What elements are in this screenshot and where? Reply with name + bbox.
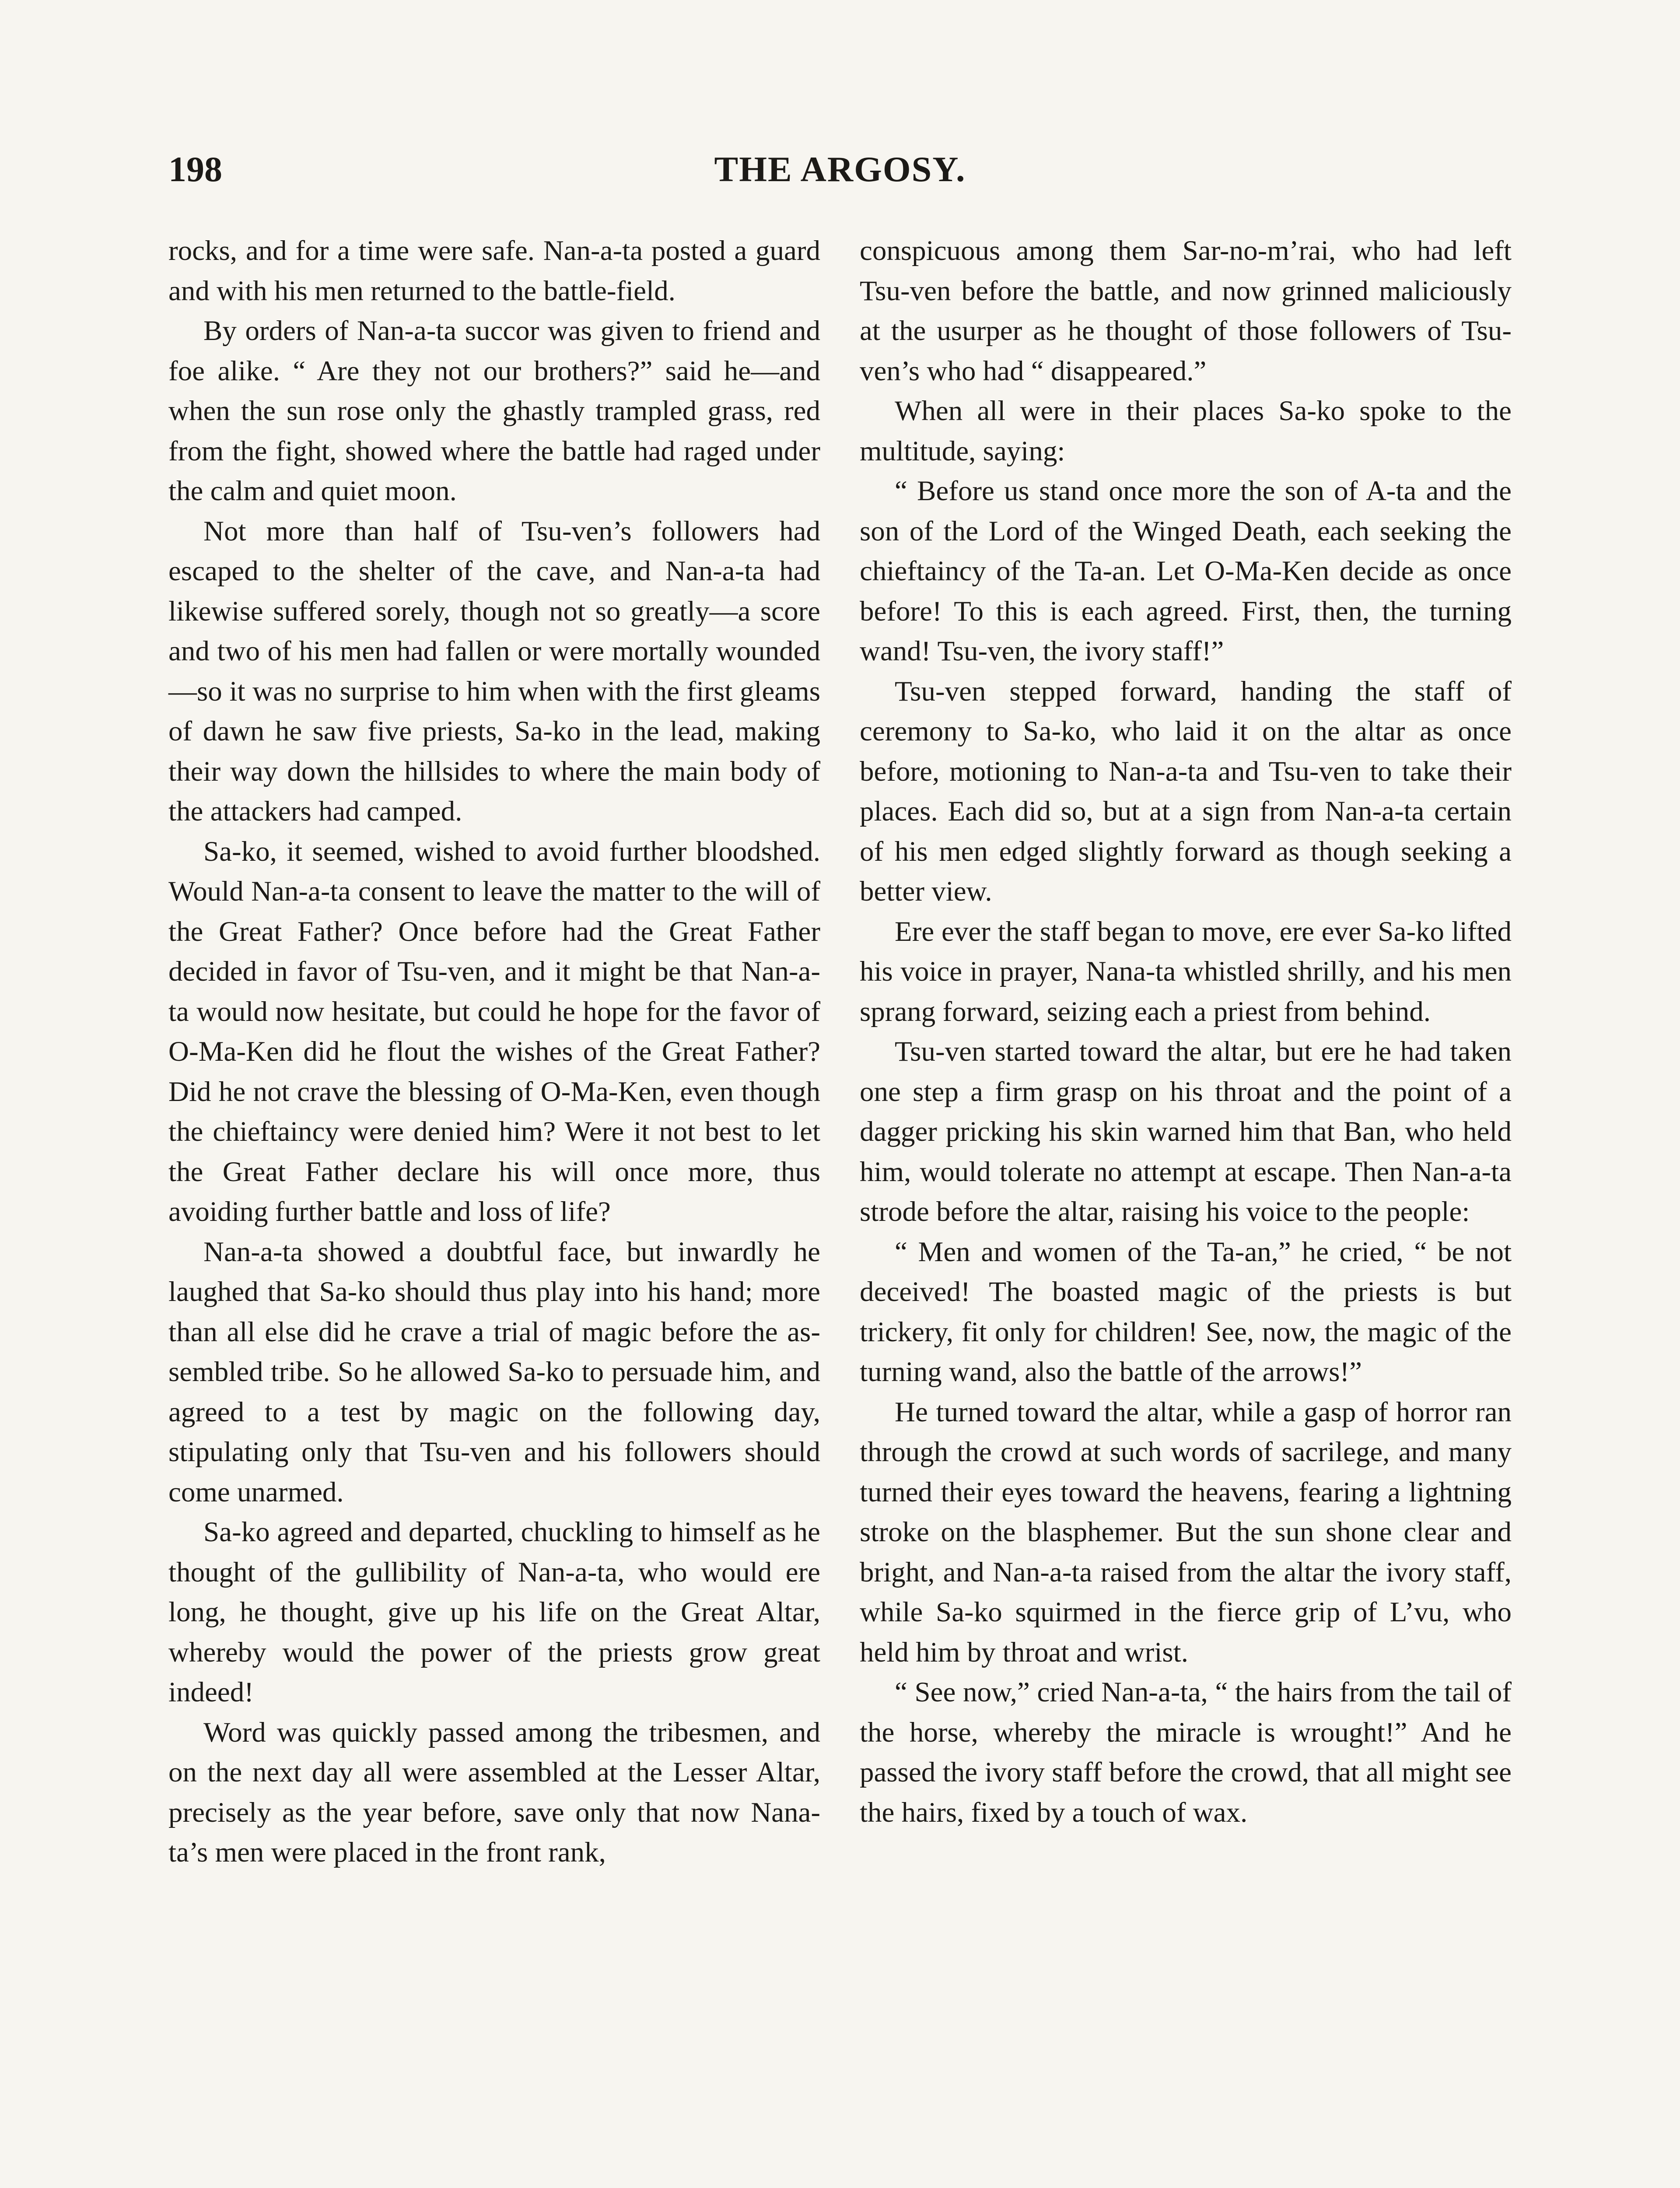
page-header	[168, 149, 1512, 201]
paragraph: By orders of Nan-a-ta succor was given to friend and foe alike. “ Are they not our brothers?” said he—and when the sun rose only the ghastly trampled grass, red from the fight, showed where the battle had raged under the calm and quiet moon.	[168, 315, 820, 507]
paragraph: rocks, and for a time were safe. Nan-a-ta posted a guard and with his men returned to the battle-field.	[168, 235, 820, 307]
paragraph: Not more than half of Tsu-ven’s followers had escaped to the shelter of the cave, and Nan-a-ta had likewise suffered sorely, though not so greatly—a score and two of his men had fallen or were mortally wounded—so it was no surprise to him when with the first gleams of dawn he saw five priests, Sa-ko in the lead, making their way down the hillsides to where the main body of the attackers had camped.	[168, 515, 820, 827]
paragraph: He turned toward the altar, while a gasp of horror ran through the crowd at such words of sacrilege, and many turned their eyes toward the heavens, fearing a lightning stroke on the blasphemer. But the sun shone clear and bright, and Nan-a-ta raised from the altar the ivory staff, while Sa-ko squirmed in the fierce grip of L’vu, who held him by throat and wrist.	[860, 1396, 1512, 1668]
paragraph: Sa-ko, it seemed, wished to avoid further bloodshed. Would Nan-a-ta consent to leave the matter to the will of the Great Father? Once before had the Great Father decided in favor of Tsu-ven, and it might be that Nan-a-ta would now hesitate, but could he hope for the favor of O-Ma-Ken did he flout the wishes of the Great Father? Did he not crave the blessing of O-Ma-Ken, even though the chieftaincy were denied him? Were it not best to let the Great Father declare his will once more, thus avoiding further battle and loss of life?	[168, 835, 820, 1227]
paragraph: Word was quickly passed among the tribesmen, and on the next day all were assembled at the Lesser Altar, precisely as the year before, save only that now Nana-ta’s men were placed in the front rank,	[168, 1716, 820, 1868]
paragraph: Sa-ko agreed and departed, chuckling to himself as he thought of the gullibility of Nan-a-ta, who would ere long, he thought, give up his life on the Great Altar, whereby would the power of the priests grow great indeed!	[168, 1516, 820, 1708]
paragraph: Nan-a-ta showed a doubtful face, but inwardly he laughed that Sa-ko should thus play into his hand; more than all else did he crave a trial of magic before the assembled tribe. So he allowed Sa-ko to persuade him, and agreed to a test by magic on the following day, stipulating only that Tsu-ven and his followers should come unarmed.	[168, 1236, 820, 1508]
paragraph: “ See now,” cried Nan-a-ta, “ the hairs from the tail of the horse, whereby the miracle is wrought!” And he passed the ivory staff before the crowd, that all might see the hairs, fixed by a touch of wax.	[860, 1676, 1512, 1828]
paragraph: “ Before us stand once more the son of A-ta and the son of the Lord of the Winged Death, each seeking the chieftaincy of the Ta-an. Let O-Ma-Ken decide as once before! To this is each agreed. First, then, the turning wand! Tsu-ven, the ivory staff!”	[860, 475, 1512, 667]
body-text	[168, 231, 1512, 2188]
paragraph: Tsu-ven stepped forward, handing the staff of ceremony to Sa-ko, who laid it on the altar as once before, motioning to Nan-a-ta and Tsu-ven to take their places. Each did so, but at a sign from Nan-a-ta certain of his men edged slightly forward as though seeking a better view.	[860, 675, 1512, 907]
paragraph: When all were in their places Sa-ko spoke to the multitude, saying:	[860, 395, 1512, 467]
running-title: THE ARGOSY.	[714, 149, 966, 189]
paragraph: Tsu-ven started toward the altar, but ere he had taken one step a firm grasp on his throat and the point of a dagger pricking his skin warned him that Ban, who held him, would tolerate no attempt at escape. Then Nan-a-ta strode before the altar, raising his voice to the people:	[860, 1036, 1512, 1227]
paragraph: “ Men and women of the Ta-an,” he cried, “ be not deceived! The boasted magic of the priests is but trickery, fit only for children! See, now, the magic of the turning wand, also the battle of the arrows!”	[860, 1236, 1512, 1388]
paragraph: conspicuous among them Sar-no-m’rai, who had left Tsu-ven before the battle, and now grinned maliciously at the usurper as he thought of those followers of Tsu-ven’s who had “ disappeared.”	[860, 235, 1512, 387]
page-number: 198	[168, 149, 222, 189]
paragraph: Ere ever the staff began to move, ere ever Sa-ko lifted his voice in prayer, Nana-ta whistled shrilly, and his men sprang forward, seizing each a priest from behind.	[860, 915, 1512, 1027]
left-column	[168, 231, 820, 2188]
right-column	[860, 231, 1512, 2188]
